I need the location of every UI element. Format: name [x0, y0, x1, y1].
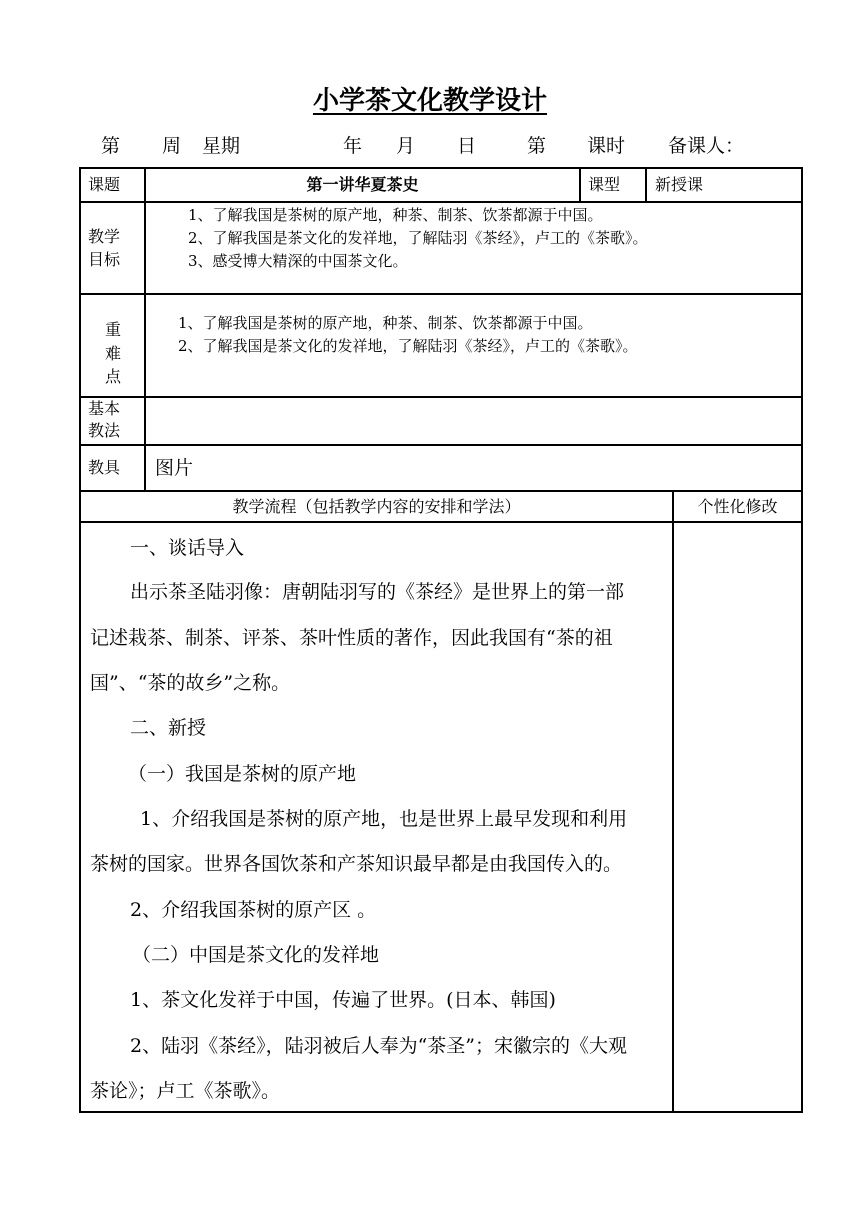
process-line: 1、介绍我国是茶树的原产地，也是世界上最早发现和利用	[140, 808, 628, 830]
objectives-label-1: 教学	[88, 227, 121, 246]
process-line: 国”、“茶的故乡”之称。	[90, 672, 291, 694]
process-line: 1、茶文化发祥于中国，传遍了世界。(日本、韩国)	[130, 989, 556, 1011]
preparer-label: 备课人：	[668, 135, 745, 157]
process-line: 茶论》；卢工《茶歌》。	[90, 1080, 281, 1102]
keypoints-label-2: 难	[105, 344, 122, 363]
process-header: 教学流程（包括教学内容的安排和学法）	[232, 497, 521, 516]
process-line: （一）我国是茶树的原产地	[128, 763, 357, 785]
document-title: 小学茶文化教学设计	[312, 86, 547, 116]
month-label: 月	[396, 135, 416, 157]
keypoints-label-3: 点	[105, 367, 122, 386]
topic-label: 课题	[88, 175, 121, 194]
type-value: 新授课	[655, 175, 704, 194]
tools-label: 教具	[88, 458, 121, 477]
process-line: 2、介绍我国茶树的原产区 。	[130, 899, 377, 921]
lesson-prefix: 第	[527, 135, 547, 157]
methods-label-2: 教法	[88, 421, 121, 440]
keypoints-label-1: 重	[105, 320, 122, 339]
objective-item: 2、了解我国是茶文化的发祥地，了解陆羽《茶经》，卢工的《茶歌》。	[188, 229, 648, 247]
week-prefix: 第	[101, 135, 121, 157]
topic-value: 第一讲华夏茶史	[306, 175, 419, 194]
process-line: 记述栽茶、制茶、评茶、茶叶性质的著作，因此我国有“茶的祖	[90, 627, 613, 649]
week-suffix: 周	[162, 135, 182, 157]
keypoint-item: 1、了解我国是茶树的原产地，种茶、制茶、饮茶都源于中国。	[178, 314, 593, 332]
process-line: 2、陆羽《茶经》，陆羽被后人奉为“茶圣”；宋徽宗的《大观	[130, 1035, 628, 1057]
objectives-label-2: 目标	[88, 250, 121, 269]
lesson-suffix: 课时	[587, 135, 626, 157]
type-label: 课型	[588, 175, 621, 194]
objective-item: 3、感受博大精深的中国茶文化。	[188, 252, 408, 270]
weekday-label: 星期	[202, 135, 241, 157]
day-label: 日	[457, 135, 477, 157]
process-line: （二）中国是茶文化的发祥地	[132, 944, 380, 966]
year-label: 年	[343, 135, 363, 157]
process-line: 出示茶圣陆羽像：唐朝陆羽写的《茶经》是世界上的第一部	[130, 581, 625, 603]
personal-header: 个性化修改	[697, 497, 778, 516]
keypoint-item: 2、了解我国是茶文化的发祥地，了解陆羽《茶经》，卢工的《茶歌》。	[178, 337, 638, 355]
tools-value: 图片	[155, 457, 194, 479]
process-line: 一、谈话导入	[130, 537, 245, 559]
objective-item: 1、了解我国是茶树的原产地，种茶、制茶、饮茶都源于中国。	[188, 206, 603, 224]
methods-label-1: 基本	[88, 399, 121, 418]
process-line: 二、新授	[130, 717, 207, 739]
process-line: 茶树的国家。世界各国饮茶和产茶知识最早都是由我国传入的。	[90, 853, 623, 875]
